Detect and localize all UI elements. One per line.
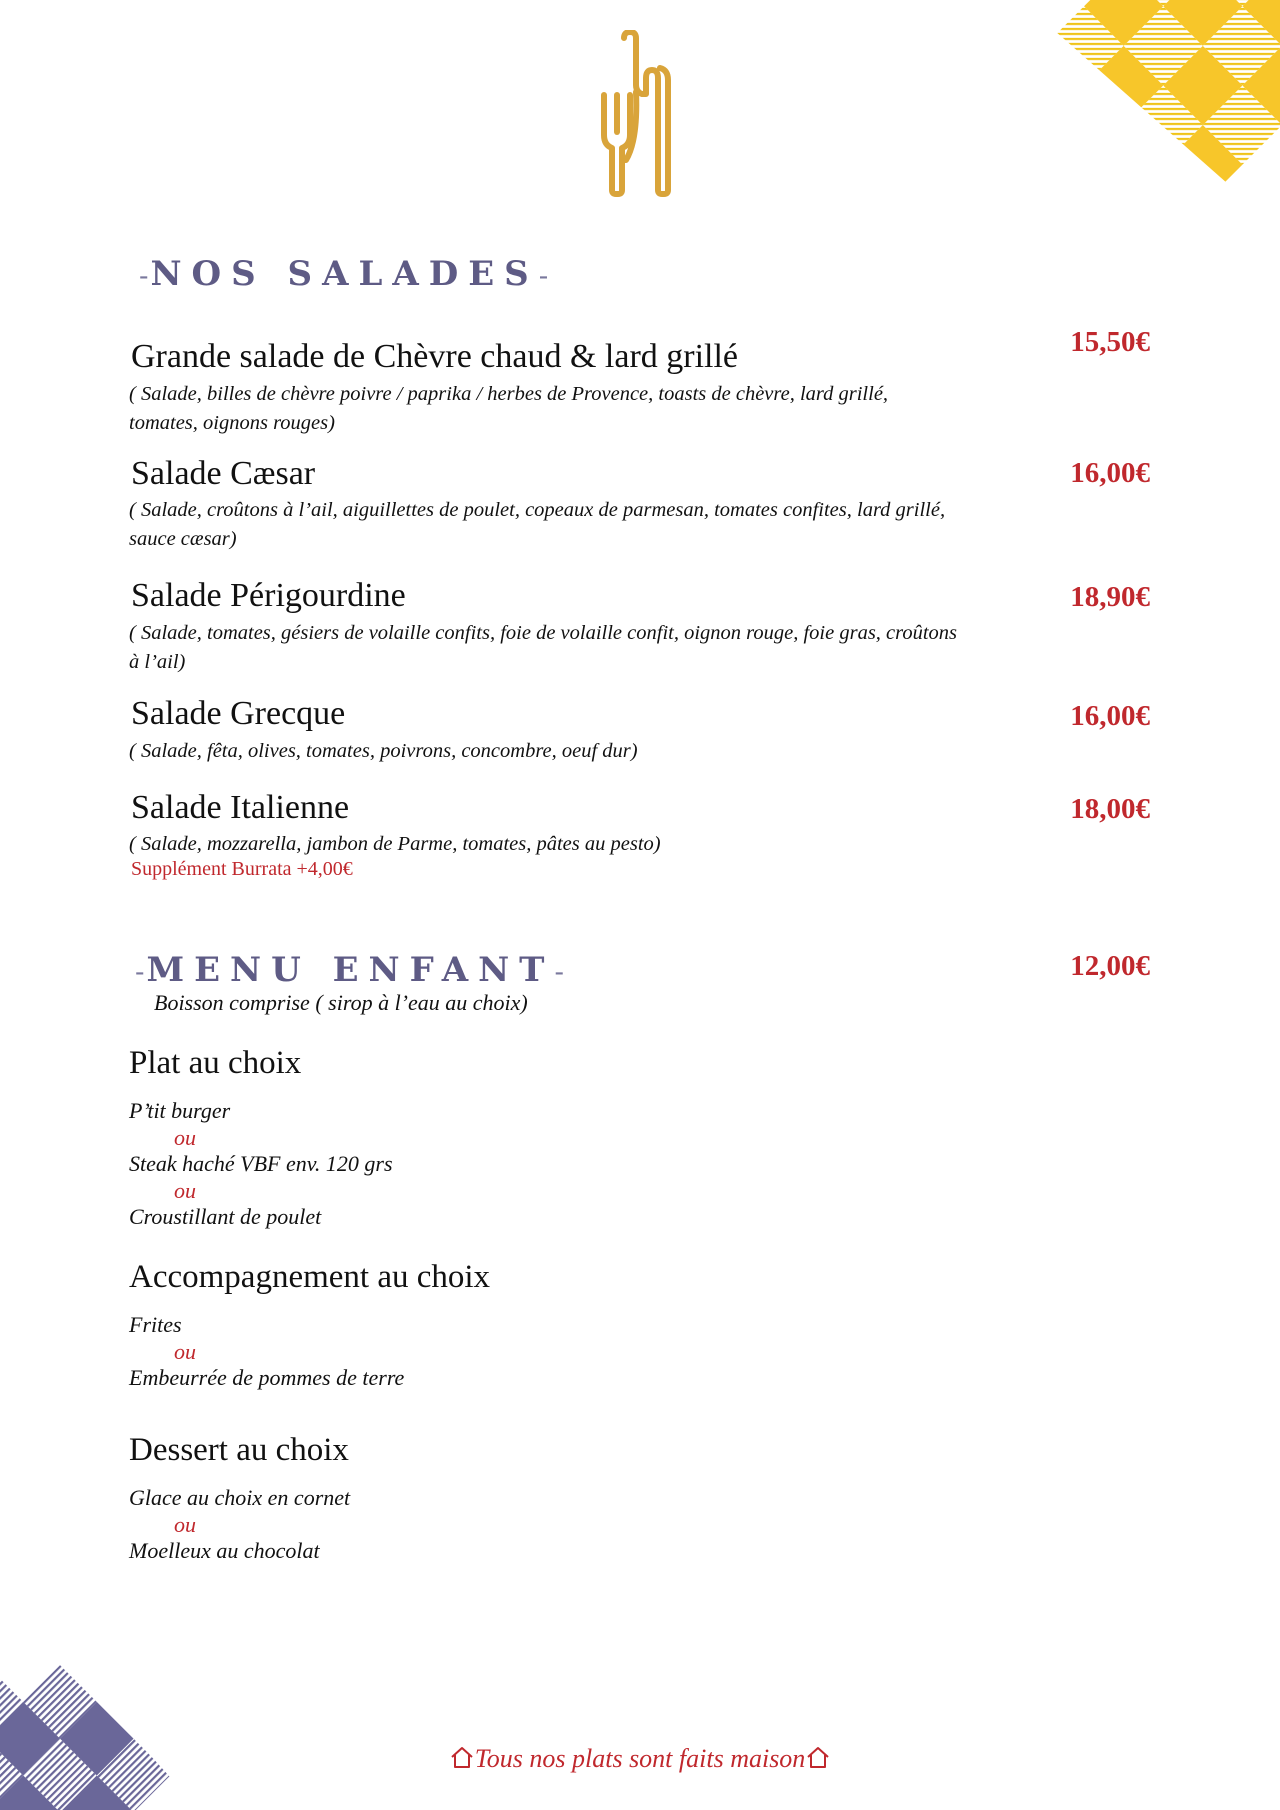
salads-section-title — [139, 254, 550, 294]
choice-item: Croustillant de poulet — [129, 1204, 322, 1229]
item-name: Salade Grecque — [131, 695, 346, 732]
choice-separator: ou — [174, 1124, 196, 1150]
house-icon — [449, 1745, 475, 1769]
choice-item: Glace au choix en cornet — [129, 1485, 351, 1510]
item-price: 15,50€ — [1070, 326, 1150, 358]
item-description: ( Salade, tomates, gésiers de volaille confits, foie de volaille confit, oignon rouge, foie gras, croûtons à l’ail) — [129, 622, 958, 673]
kids-menu-section-title — [135, 950, 566, 990]
item-description: ( Salade, fêta, olives, tomates, poivrons, concombre, oeuf dur) — [129, 740, 638, 762]
choice-separator: ou — [174, 1338, 196, 1364]
salads-title-text: NOS SALADES — [150, 254, 539, 294]
choice-item: Frites — [129, 1312, 182, 1337]
yellow-gingham-decoration — [960, 0, 1280, 240]
item-price: 16,00€ — [1070, 457, 1150, 489]
item-name: Salade Cæsar — [131, 455, 316, 492]
choice-item: Steak haché VBF env. 120 grs — [129, 1151, 393, 1176]
house-icon — [805, 1745, 831, 1769]
item-price: 18,00€ — [1070, 793, 1150, 825]
supplement-note: Supplément Burrata +4,00€ — [131, 858, 353, 880]
choice-separator: ou — [174, 1177, 196, 1203]
choice-list — [129, 1485, 350, 1565]
purple-gingham-decoration — [0, 1590, 200, 1810]
footer-text: Tous nos plats sont faits maison — [474, 1744, 806, 1773]
title-dash-right: - — [538, 259, 551, 292]
footer-note — [0, 1744, 1280, 1774]
choice-list — [129, 1098, 393, 1231]
kids-menu-price: 12,00€ — [1070, 950, 1150, 982]
group-title: Dessert au choix — [129, 1432, 349, 1468]
item-name: Salade Italienne — [131, 789, 350, 826]
item-name: Salade Périgourdine — [131, 577, 406, 614]
kids-menu-note: Boisson comprise ( sirop à l’eau au choix) — [154, 990, 528, 1015]
group-title: Plat au choix — [129, 1045, 302, 1081]
fork-knife-icon — [598, 30, 678, 200]
kids-menu-title-text: MENU ENFANT — [146, 950, 555, 990]
choice-list — [129, 1312, 404, 1392]
item-price: 16,00€ — [1070, 700, 1150, 732]
title-dash-left: - — [139, 259, 151, 292]
choice-item: P’tit burger — [129, 1098, 231, 1123]
group-title: Accompagnement au choix — [129, 1259, 491, 1295]
item-name: Grande salade de Chèvre chaud & lard grillé — [131, 338, 739, 375]
item-description: ( Salade, billes de chèvre poivre / paprika / herbes de Provence, toasts de chèvre, lard grillé, tomates, oignons rouges) — [129, 383, 889, 434]
item-description: ( Salade, croûtons à l’ail, aiguillettes de poulet, copeaux de parmesan, tomates confites, lard grillé, sauce cæsar) — [129, 499, 946, 550]
title-dash-right: - — [554, 955, 566, 988]
title-dash-left: - — [135, 955, 147, 988]
item-description: ( Salade, mozzarella, jambon de Parme, tomates, pâtes au pesto) — [129, 833, 661, 855]
item-price: 18,90€ — [1070, 581, 1150, 613]
choice-item: Embeurrée de pommes de terre — [129, 1365, 405, 1390]
choice-item: Moelleux au chocolat — [129, 1538, 320, 1563]
choice-separator: ou — [174, 1511, 196, 1537]
